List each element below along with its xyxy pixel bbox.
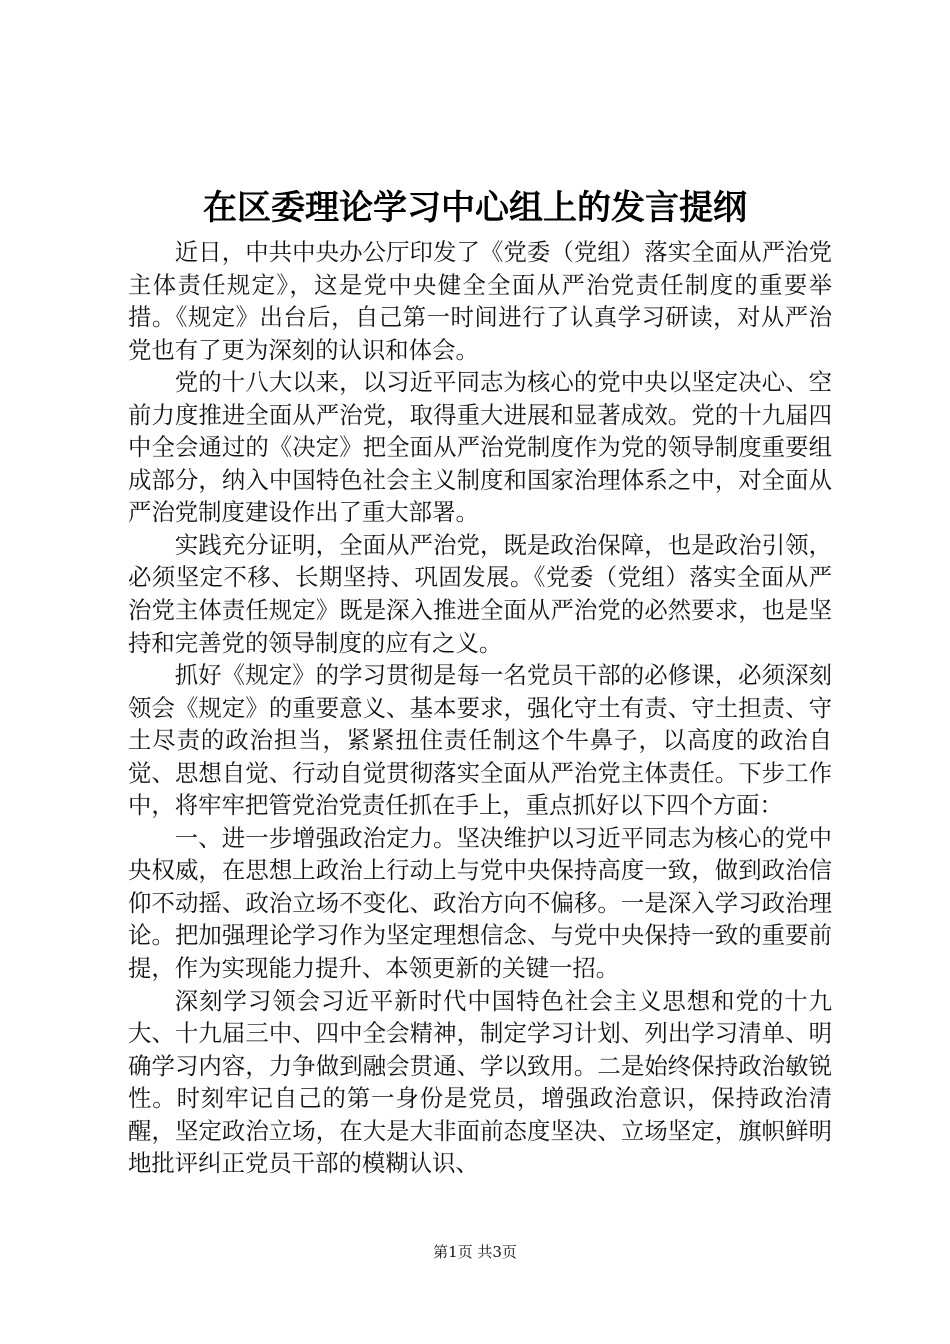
paragraph: 抓好《规定》的学习贯彻是每一名党员干部的必修课，必须深刻领会《规定》的重要意义、基本要求，强化守土有责、守土担责、守土尽责的政治担当，紧紧扭住责任制这个牛鼻子，以高度的政治自觉、思想自觉、行动自觉贯彻落实全面从严治党主体责任。下步工作中，将牢牢把管党治党责任抓在手上，重点抓好以下四个方面： bbox=[128, 661, 832, 820]
document-body bbox=[128, 236, 832, 1180]
paragraph: 党的十八大以来，以习近平同志为核心的党中央以坚定决心、空前力度推进全面从严治党，取得重大进展和显著成效。党的十九届四中全会通过的《决定》把全面从严治党制度作为党的领导制度重要组成部分，纳入中国特色社会主义制度和国家治理体系之中，对全面从严治党制度建设作出了重大部署。 bbox=[128, 368, 832, 527]
paragraph: 实践充分证明，全面从严治党，既是政治保障，也是政治引领，必须坚定不移、长期坚持、巩固发展。《党委（党组）落实全面从严治党主体责任规定》既是深入推进全面从严治党的必然要求，也是坚持和完善党的领导制度的应有之义。 bbox=[128, 530, 832, 657]
paragraph: 深刻学习领会习近平新时代中国特色社会主义思想和党的十九大、十九届三中、四中全会精神，制定学习计划、列出学习清单、明确学习内容，力争做到融会贯通、学以致用。二是始终保持政治敏锐性。时刻牢记自己的第一身份是党员，增强政治意识，保持政治清醒，坚定政治立场，在大是大非面前态度坚决、立场坚定，旗帜鲜明地批评纠正党员干部的模糊认识、 bbox=[128, 986, 832, 1178]
page-number-footer: 第1页 共3页 bbox=[433, 1243, 517, 1261]
paragraph: 一、进一步增强政治定力。坚决维护以习近平同志为核心的党中央权威，在思想上政治上行动上与党中央保持高度一致，做到政治信仰不动摇、政治立场不变化、政治方向不偏移。一是深入学习政治理论。把加强理论学习作为坚定理想信念、与党中央保持一致的重要前提，作为实现能力提升、本领更新的关键一招。 bbox=[128, 823, 832, 983]
document-title: 在区委理论学习中心组上的发言提纲 bbox=[203, 188, 747, 228]
paragraph: 近日，中共中央办公厅印发了《党委（党组）落实全面从严治党主体责任规定》，这是党中央健全全面从严治党责任制度的重要举措。《规定》出台后，自己第一时间进行了认真学习研读，对从严治党也有了更为深刻的认识和体会。 bbox=[128, 238, 832, 364]
